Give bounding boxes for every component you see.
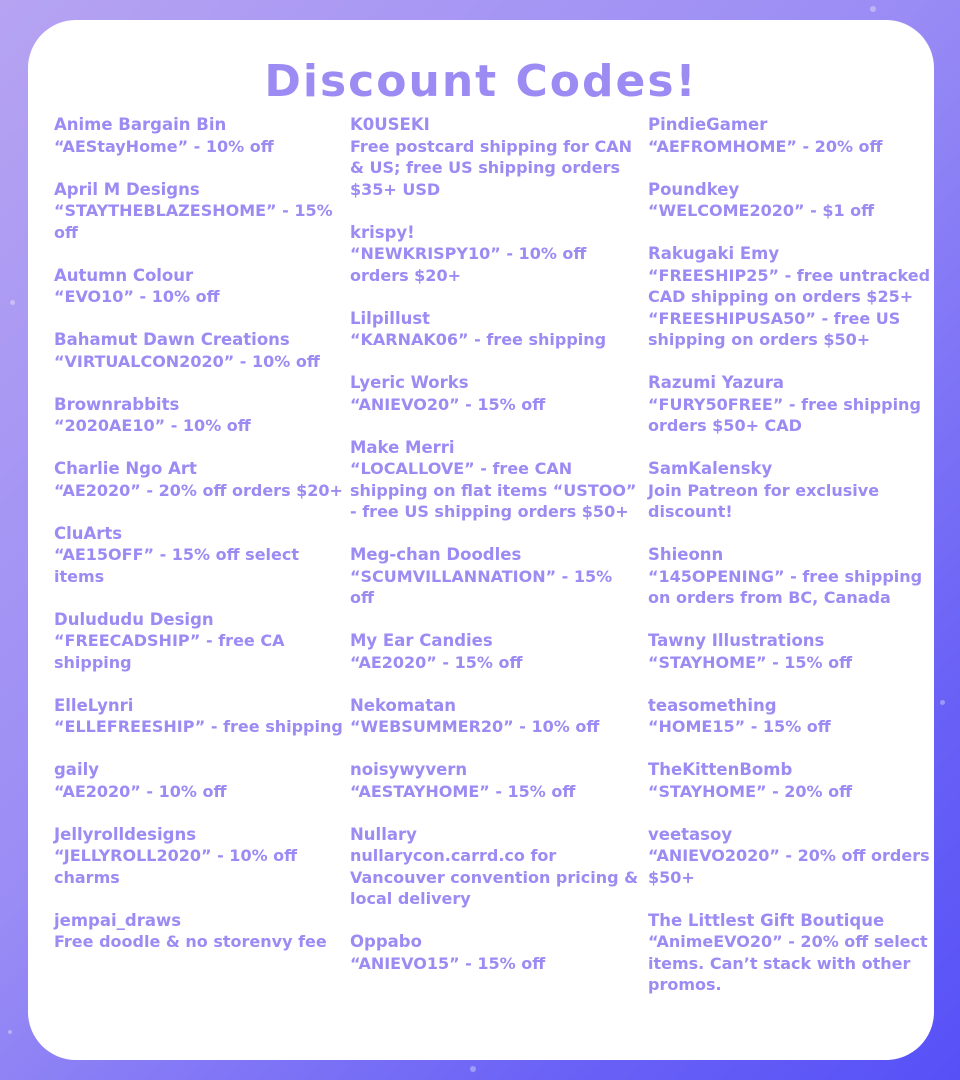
discount-entry	[350, 437, 640, 523]
discount-description: “145OPENING” - free shipping on orders from BC, Canada	[648, 566, 923, 607]
shop-name: veetasoy	[648, 824, 733, 844]
discount-description: “VIRTUALCON2020” - 10% off	[54, 351, 320, 371]
shop-name: The Littlest Gift Boutique	[648, 910, 885, 930]
shop-name: gaily	[54, 760, 100, 779]
discount-description: “NEWKRISPY10” - 10% off orders $20+	[350, 244, 587, 285]
sparkle-decoration	[870, 6, 876, 12]
discount-entry	[54, 910, 344, 953]
discount-description: “LOCALLOVE” - free CAN shipping on flat items “USTOO” - free US shipping orders $50+	[350, 459, 637, 521]
discount-description: “AE15OFF” - 15% off select items	[54, 545, 300, 586]
discount-description: “AEStayHome” - 10% off	[54, 136, 274, 156]
discount-description: “WEBSUMMER20” - 10% off	[350, 717, 600, 736]
shop-name: Oppabo	[350, 932, 422, 951]
discount-description: “AE2020” - 10% off	[54, 781, 227, 801]
discount-description: Free postcard shipping for CAN & US; free US shipping orders $35+ USD	[350, 136, 633, 199]
discount-entry	[350, 308, 640, 351]
shop-name: Anime Bargain Bin	[54, 115, 227, 134]
shop-name: Lyeric Works	[350, 373, 469, 392]
discount-description: “EVO10” - 10% off	[54, 287, 220, 306]
discount-description: nullarycon.carrd.co for Vancouver convention pricing & local delivery	[350, 846, 639, 908]
shop-name: jempai_draws	[54, 910, 182, 930]
discount-entry	[350, 222, 640, 287]
discount-entry	[350, 759, 640, 802]
discount-description: “ELLEFREESHIP” - free shipping	[54, 717, 343, 736]
shop-name: Autumn Colour	[54, 265, 194, 285]
discount-description: “FURY50FREE” - free shipping orders $50+ CAD	[648, 394, 921, 435]
shop-name: Shieonn	[648, 545, 724, 564]
discount-entry	[350, 630, 640, 673]
discount-description: “JELLYROLL2020” - 10% off charms	[54, 846, 298, 887]
discount-entry	[648, 179, 938, 222]
shop-name: ElleLynri	[54, 695, 134, 715]
discount-entry	[648, 695, 938, 738]
sparkle-decoration	[940, 700, 945, 705]
discount-entry	[350, 695, 640, 738]
shop-name: Bahamut Dawn Creations	[54, 330, 290, 349]
sparkle-decoration	[8, 1030, 12, 1034]
discount-entry	[350, 544, 640, 609]
discount-description: “STAYTHEBLAZESHOME” - 15% off	[54, 201, 333, 242]
discount-description: “AEFROMHOME” - 20% off	[648, 136, 883, 156]
shop-name: Jellyrolldesigns	[54, 824, 197, 844]
shop-name: K0USEKI	[350, 115, 430, 134]
discount-description: “STAYHOME” - 15% off	[648, 652, 853, 672]
discount-description: “FREESHIP25” - free untracked CAD shipping on orders $25+ “FREESHIPUSA50” - free US shipping on orders $50+	[648, 265, 931, 349]
discount-entry	[648, 372, 938, 437]
shop-name: CluArts	[54, 523, 123, 543]
discount-column-2	[350, 114, 640, 996]
discount-entry	[350, 931, 640, 974]
discount-description: “AESTAYHOME” - 15% off	[350, 781, 576, 801]
discount-column-1	[54, 114, 344, 974]
discount-entry	[350, 114, 640, 200]
discount-description: “KARNAK06” - free shipping	[350, 330, 607, 349]
discount-description: “SCUMVILLANNATION” - 15% off	[350, 566, 613, 607]
discount-entry	[54, 329, 344, 372]
shop-name: krispy!	[350, 222, 415, 242]
shop-name: Tawny Illustrations	[648, 631, 825, 650]
shop-name: Poundkey	[648, 179, 740, 199]
discount-description: “ANIEVO2020” - 20% off orders $50+	[648, 846, 930, 887]
discount-description: “AE2020” - 20% off orders $20+	[54, 480, 343, 500]
discount-entry	[54, 114, 344, 157]
discount-description: “AE2020” - 15% off	[350, 652, 523, 672]
discount-entry	[648, 458, 938, 523]
discount-entry	[648, 910, 938, 996]
discount-entry	[648, 630, 938, 673]
shop-name: Brownrabbits	[54, 394, 180, 414]
shop-name: PindieGamer	[648, 115, 768, 134]
discount-entry	[350, 824, 640, 910]
shop-name: Rakugaki Emy	[648, 244, 780, 263]
shop-name: Nullary	[350, 824, 417, 844]
discount-entry	[648, 243, 938, 351]
discount-description: “ANIEVO15” - 15% off	[350, 953, 546, 973]
sparkle-decoration	[10, 300, 15, 305]
page-title: Discount Codes!	[264, 56, 698, 107]
shop-name: Make Merri	[350, 437, 455, 457]
discount-entry	[54, 695, 344, 738]
shop-name: noisywyvern	[350, 760, 468, 779]
discount-entry	[648, 759, 938, 802]
discount-entry	[648, 544, 938, 609]
discount-description: “STAYHOME” - 20% off	[648, 781, 853, 801]
shop-name: Meg-chan Doodles	[350, 545, 522, 564]
shop-name: TheKittenBomb	[648, 760, 793, 779]
discount-entry	[54, 824, 344, 889]
discount-description: “2020AE10” - 10% off	[54, 416, 251, 435]
shop-name: Charlie Ngo Art	[54, 459, 197, 478]
discount-description: “ANIEVO20” - 15% off	[350, 394, 546, 414]
shop-name: My Ear Candies	[350, 631, 493, 650]
sparkle-decoration	[470, 1066, 476, 1072]
discount-entry	[54, 265, 344, 308]
discount-description: “HOME15” - 15% off	[648, 717, 831, 736]
discount-description: Join Patreon for exclusive discount!	[648, 480, 880, 521]
discount-entry	[648, 114, 938, 157]
discount-column-3	[648, 114, 938, 1017]
discount-entry	[54, 609, 344, 674]
shop-name: Razumi Yazura	[648, 373, 784, 392]
discount-entry	[54, 394, 344, 437]
discount-description: “FREECADSHIP” - free CA shipping	[54, 631, 285, 672]
discount-entry	[54, 458, 344, 501]
discount-entry	[350, 372, 640, 415]
shop-name: April M Designs	[54, 179, 200, 199]
discount-entry	[54, 179, 344, 244]
shop-name: SamKalensky	[648, 459, 773, 478]
shop-name: Nekomatan	[350, 695, 456, 715]
discount-entry	[648, 824, 938, 889]
discount-description: “WELCOME2020” - $1 off	[648, 201, 875, 220]
discount-entry	[54, 523, 344, 588]
discount-description: “AnimeEVO20” - 20% off select items. Can’t stack with other promos.	[648, 932, 928, 994]
discount-description: Free doodle & no storenvy fee	[54, 932, 327, 951]
shop-name: teasomething	[648, 695, 777, 715]
shop-name: Dulududu Design	[54, 609, 214, 629]
shop-name: Lilpillust	[350, 308, 431, 328]
discount-entry	[54, 759, 344, 802]
